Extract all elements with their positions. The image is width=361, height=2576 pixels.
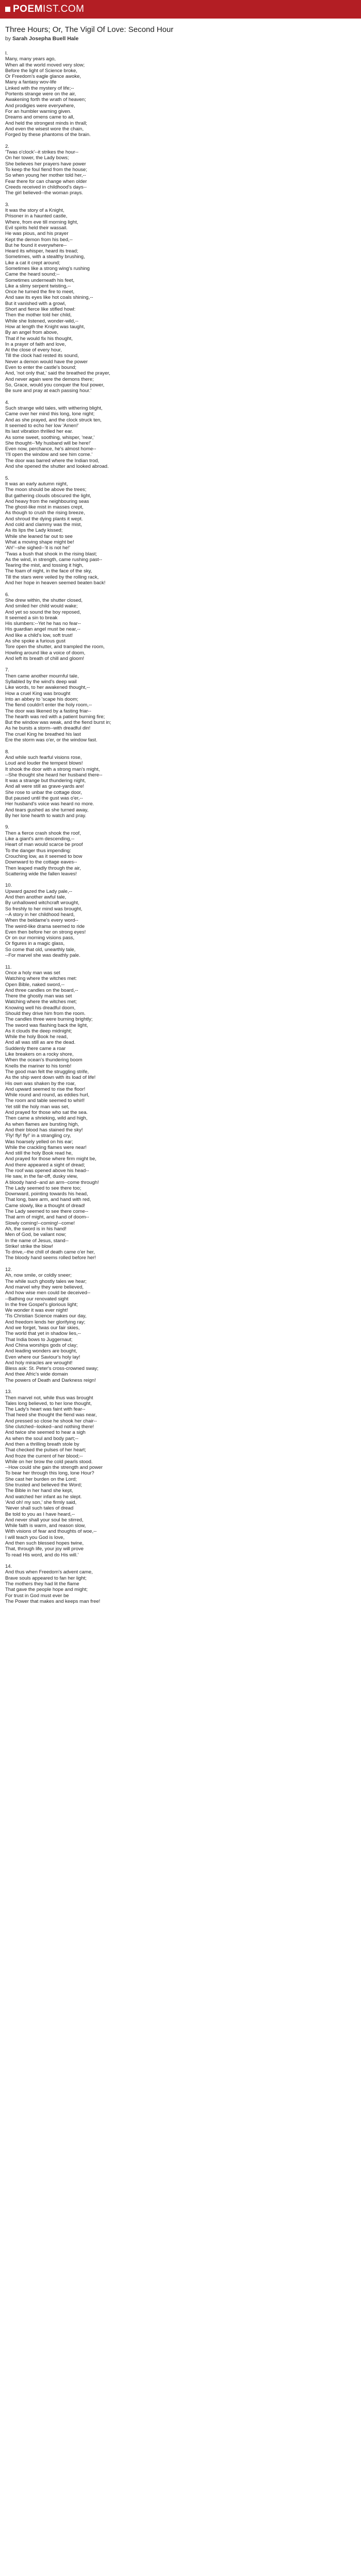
poem-line: Strike! strike the blow!: [5, 1243, 53, 1249]
poem-line: While the holy Book he read,: [5, 1034, 68, 1040]
poem-line: She thought--'My husband will be here!': [5, 440, 91, 446]
poem-line: In the name of Jesus, stand--: [5, 1238, 69, 1244]
poem-line: When the beldame's every word--: [5, 918, 78, 924]
poem-line: That India bows to Juggernaut;: [5, 1336, 73, 1343]
poem-line: Brave souls appeared to fan her light;: [5, 1575, 87, 1581]
poem-line: And she opened the shutter and looked abroad.: [5, 464, 109, 470]
poem-line: When the ocean's thundering boom: [5, 1057, 83, 1063]
stanza-number: 14.: [5, 1564, 12, 1570]
stanza: [5, 476, 356, 586]
stanza: [5, 50, 356, 138]
poem-line: To keep the foul fiend from the house;: [5, 166, 87, 173]
poem-line: And held the strongest minds in thrall;: [5, 120, 87, 126]
poem-line: While on her brow the cold pearls stood.: [5, 1459, 93, 1465]
poem-line: The weird-like drama seemed to ride: [5, 923, 85, 929]
poem-line: What a moving shape might be!: [5, 539, 74, 545]
poem-line: On her tower, the Lady bows;: [5, 155, 69, 161]
poem-line: So when young her mother told her,--: [5, 173, 86, 179]
poem-line: So, Grace, would you conquer the foul power,: [5, 382, 105, 388]
poem-line: She cast her burden on the Lord;: [5, 1476, 77, 1482]
poem-line: But the window was weak, and the fiend burst in;: [5, 720, 111, 726]
poem-line: Men of God, be valiant now;: [5, 1232, 67, 1238]
poem-line: And then such blessed hopes twine,: [5, 1540, 84, 1546]
poem-line: Even to enter the castle's bound;: [5, 365, 77, 371]
poem-line: And there appeared a sight of dread;: [5, 1162, 85, 1168]
poem-line: As its lips the Lady kissed;: [5, 528, 63, 534]
poem-line: Watching where the witches met:: [5, 976, 77, 982]
poem-line: And saw its eyes like hot coals shining,--: [5, 295, 93, 301]
poem-line: While faith is warm, and reason slow,: [5, 1523, 86, 1529]
poem-line: How at length the Knight was taught,: [5, 324, 85, 330]
poem-line: And her hope in heaven seemed beaten back!: [5, 580, 106, 586]
poem-line: Heart of man would scarce be proof: [5, 842, 83, 848]
poem-line: And all was still as are the dead.: [5, 1040, 76, 1046]
poem-line: As she spoke a furious gust: [5, 638, 65, 644]
poem-line: It seemed to echo her low 'Amen!': [5, 423, 79, 429]
poem-line: It shook the door with a strong man's might,: [5, 766, 100, 772]
byline: [5, 35, 356, 42]
poem-line: There the ghostly man was set: [5, 993, 72, 999]
poem-line: And never again were the demons there;: [5, 376, 94, 382]
poem-line: His slumbers:--Yet he has no fear--: [5, 621, 81, 627]
poem-line: Ah, the sword is in his hand!: [5, 1226, 67, 1232]
poem-line: The foam of night, in the face of the sky,: [5, 568, 92, 574]
poem-line: And then another awful tale,: [5, 894, 67, 901]
poem-line: By an angel from above,: [5, 330, 58, 336]
poem-line: And upward seemed to rise the floor!: [5, 1086, 86, 1092]
poem-body: [5, 50, 356, 1611]
poem-line: 'I'll open the window and see him come.': [5, 452, 93, 458]
poem-line: He saw, in the far-off, dusky view,: [5, 1174, 78, 1180]
poem-line: Be told to you as I have heard,--: [5, 1511, 75, 1517]
poem-line: Never a demon would have the power: [5, 359, 88, 365]
poem-line: As some sweet, soothing, whisper, 'near,': [5, 434, 95, 440]
site-logo[interactable]: [5, 4, 85, 15]
poem-line: And heavy from the neighbouring seas: [5, 498, 89, 504]
poem-line: And thus when Freedom's advent came,: [5, 1569, 93, 1575]
poem-line: We wonder it was ever night!: [5, 1308, 68, 1314]
poem-line: The while such ghostly tales we hear;: [5, 1278, 87, 1284]
poem-line: The sword was flashing back the light,: [5, 1022, 88, 1028]
poem-line: 'Twas a bush that shook in the rising blast;: [5, 551, 97, 557]
poem-line: And froze the current of her blood;--: [5, 1453, 83, 1459]
poem-line: How a cruel King was brought: [5, 690, 71, 697]
poem-line: But gathering clouds obscured the light,: [5, 493, 91, 499]
poem-line: Many a fantasy wov-life: [5, 79, 57, 86]
poem-line: And then a thrilling breath stole by: [5, 1441, 79, 1447]
poem-line: Like a slimy serpent twisting,--: [5, 283, 71, 289]
poem-line: Loud and louder the tempest blows!: [5, 760, 83, 767]
poem-line: Came over her mind this long, lone night;: [5, 411, 95, 417]
poem-line: And freedom lends her glorifying ray;: [5, 1319, 86, 1325]
poem-line: Tore open the shutter, and trampled the room,: [5, 644, 105, 650]
poem-line: And never shall your soul be stirred,: [5, 1517, 84, 1523]
poem-line: Linked with the mystery of life;--: [5, 85, 74, 91]
poem-line: It was the story of a Knight,: [5, 208, 64, 214]
poem-line: Many, many years ago,: [5, 56, 56, 62]
poem-line: And twice she seemed to hear a sigh: [5, 1430, 86, 1436]
top-bar: [0, 0, 361, 19]
poem-line: --She thought she heard her husband there--: [5, 772, 103, 778]
poem-line: Suddenly there came a roar: [5, 1045, 66, 1052]
poem-header: [5, 25, 356, 42]
poem-line: When all the world moved very slow;: [5, 62, 85, 68]
author-link[interactable]: Sarah Josepha Buell Hale: [12, 36, 79, 42]
poem-line: A bloody hand--and an arm--come through!: [5, 1179, 99, 1185]
poem-line: --A story in her childhood heard,: [5, 911, 75, 918]
poem-line: That arm of might, and hand of doom--: [5, 1214, 89, 1221]
by-label: by: [5, 36, 11, 42]
poem-line: Then marvel not, while thus was brought: [5, 1395, 93, 1401]
poem-line: As though to crush the rising breeze,: [5, 510, 85, 516]
stanza-number: 5.: [5, 475, 9, 481]
poem-line: And marvel why they were believed,: [5, 1284, 84, 1290]
poem-line: He was pious, and his prayer: [5, 231, 69, 237]
poem-line: Prisoner in a haunted castle,: [5, 213, 68, 219]
poem-line: The good man felt the struggling strife,: [5, 1069, 89, 1075]
poem-line: It was a strange but thundering night,: [5, 778, 86, 784]
poem-line: And left its breath of chill and gloom!: [5, 655, 85, 662]
poem-line: 'Fly! fly! fly!' in a strangling cry,: [5, 1133, 71, 1139]
poem-line: Crouching low, as it seemed to bow: [5, 853, 83, 859]
poem-line: Short and fierce like stifled howl:: [5, 307, 76, 313]
poem-line: Then came a shrieking, wild and high,: [5, 1115, 88, 1122]
stanza-number: 6.: [5, 591, 9, 598]
poem-line: And how wise men could be deceived--: [5, 1290, 91, 1296]
stanza-number: 9.: [5, 824, 9, 831]
poem-line: --For marvel she was deathly pale.: [5, 953, 80, 959]
poem-line: The mothers they had lit the flame: [5, 1581, 79, 1587]
poem-line: To bear her through this long, lone Hour?: [5, 1470, 94, 1477]
poem-line: The powers of Death and Darkness reign!: [5, 1377, 96, 1383]
stanza: [5, 667, 356, 743]
stanza: [5, 1564, 356, 1604]
poem-line: Or Freedom's eagle glance awoke,: [5, 74, 81, 80]
logo-suffix: IST.COM: [42, 4, 85, 14]
poem-line: 'And oh! my son,' she firmly said,: [5, 1499, 77, 1505]
stanza: [5, 964, 356, 1261]
poem-line: In the free Gospel's glorious light;: [5, 1301, 78, 1308]
poem-line: --Bathing our renovated sight: [5, 1296, 69, 1302]
poem-line: His guardian angel must be near,--: [5, 626, 80, 633]
poem-line: Or figures in a magic glass,: [5, 941, 65, 947]
stanza: [5, 749, 356, 819]
poem-line: That long, bare arm, and hand with red,: [5, 1197, 91, 1203]
poem-line: And pressed so close he shook her chair--: [5, 1418, 97, 1424]
poem-line: Then leaped madly through the air,: [5, 865, 81, 871]
poem-line: Then came another mournful tale,: [5, 673, 79, 679]
poem-line: And prayed for those where firm might be,: [5, 1156, 96, 1162]
poem-line: As when the soul and body part;--: [5, 1435, 79, 1442]
poem-line: As it clouds the deep midnight;: [5, 1028, 72, 1034]
poem-line: But he found it everywhere--: [5, 242, 67, 248]
poem-line: And thee Afric's wide domain: [5, 1371, 68, 1378]
stanza: [5, 824, 356, 877]
poem-line: Tales long believed, to her lone thought,: [5, 1400, 92, 1406]
poem-line: To the danger thus impending:: [5, 848, 71, 854]
poem-line: For an humbler warning given.: [5, 108, 72, 114]
poem-line: His own was shaken by the roar,: [5, 1080, 76, 1087]
poem-line: The candles three were burning brightly;: [5, 1016, 93, 1023]
poem-line: Bless ask: St. Peter's cross-crowned sway;: [5, 1366, 99, 1372]
poem-line: So come that old, unearthly tale,: [5, 946, 76, 953]
poem-line: She drew within, the shutter closed,: [5, 597, 83, 603]
poem-line: Till the stars were veiled by the rolling rack,: [5, 574, 99, 580]
poem-line: And shroud the dying plants it wept.: [5, 516, 83, 522]
stanza: [5, 1267, 356, 1383]
poem-line: She trusted and believed the Word;: [5, 1482, 82, 1488]
poem-line: The Bible in her hand she kept,: [5, 1488, 73, 1494]
poem-line: Heard its whisper, heard its tread;: [5, 248, 78, 255]
stanza-number: I.: [5, 50, 8, 56]
poem-line: While she leaned far out to see: [5, 533, 73, 539]
stanza: [5, 592, 356, 662]
stanza: [5, 883, 356, 958]
poem-line: --How could she gain the strength and power: [5, 1465, 103, 1471]
poem-line: But paused until the gust was o'er,--: [5, 795, 83, 801]
poem-line: And their blood has stained the sky!: [5, 1127, 83, 1133]
poem-line: Open Bible, naked sword,--: [5, 981, 65, 988]
poem-line: By unhallowed witchcraft wrought,: [5, 900, 79, 906]
poem-line: Dreams and omens came to all,: [5, 114, 75, 121]
poem-line: And all were still as grave-yards are!: [5, 784, 85, 790]
poem-line: 'Twas o'clock'--it strikes the hour--: [5, 149, 79, 156]
poem-line: To drive,--the chill of death came o'er her,: [5, 1249, 95, 1256]
poem-line: And we forget, 'twas our fair skies,: [5, 1325, 80, 1331]
poem-line: Upward gazed the Lady pale,--: [5, 888, 72, 894]
poem-line: That checked the pulses of her heart;: [5, 1447, 86, 1453]
poem-line: Awakening forth the wrath of heaven;: [5, 97, 86, 103]
poem-line: The Power that makes and keeps man free!: [5, 1598, 101, 1604]
poem-line: Fear there for can change when older: [5, 178, 87, 184]
poem-line: In a prayer of faith and love,: [5, 341, 66, 347]
poem-line: As the ship went down with its load of life!: [5, 1075, 96, 1081]
poem-line: Forged by these phantoms of the brain.: [5, 132, 91, 138]
poem-line: That gave the people hope and might;: [5, 1587, 88, 1593]
stanza-number: 7.: [5, 667, 9, 673]
poem-line: And three candles on the board,--: [5, 987, 78, 993]
stanza: [5, 400, 356, 470]
poem-line: And like a child's low, soft trust!: [5, 632, 73, 638]
poem-line: And still the holy Book read he,: [5, 1150, 73, 1157]
poem-line: Syllabled by the wind's deep wail: [5, 679, 77, 685]
poem-line: The cruel King he breathed his last: [5, 731, 81, 737]
poem-line: Such strange wild tales, with withering blight,: [5, 405, 103, 412]
stanza: [5, 144, 356, 196]
poem-line: Sometimes underneath his feet,: [5, 277, 75, 283]
poem-line: And tears gushed as she turned away,: [5, 807, 89, 813]
poem-line: Knells the mariner to his tomb!: [5, 1063, 72, 1069]
poem-line: The world that yet in shadow lies,--: [5, 1331, 81, 1337]
poem-line: Then a fierce crash shook the roof,: [5, 830, 81, 836]
poem-line: Slowly coming!--coming!--come!: [5, 1220, 75, 1226]
poem-line: The girl believed--the woman prays.: [5, 190, 84, 196]
poem-line: She clutched--looked--and nothing there!: [5, 1424, 94, 1430]
stanza-number: 12.: [5, 1267, 12, 1273]
poem-line: Came the heard sound;--: [5, 272, 60, 278]
poem-line: The hearth was red with a patient burning fire;: [5, 714, 105, 720]
poem-line: The fiend couldn't enter the holy room,--: [5, 702, 92, 708]
poem-line: Tearing the mist, and tossing it high,: [5, 563, 84, 569]
poem-line: Scattering wide the fallen leaves!: [5, 871, 77, 877]
poem-line: Before the light of Science broke,: [5, 67, 77, 74]
poem-line: Howling around like a voice of doom,: [5, 650, 86, 656]
poem-line: As the wind, in strength, came rushing past--: [5, 556, 102, 563]
poem-line: Kept the demon from his bed,--: [5, 236, 73, 243]
poem-line: That if he would fix his thought,: [5, 335, 73, 342]
poem-line: With visions of fear and thoughts of woe,--: [5, 1529, 97, 1535]
poem-line: The moon should be above the trees;: [5, 487, 87, 493]
poem-line: The Lady seemed to see there come--: [5, 1209, 89, 1215]
poem-line: By her lone hearth to watch and pray.: [5, 812, 87, 819]
poem-line: For trust in God must ever be: [5, 1592, 69, 1599]
poem-line: That, through life, your joy will prove: [5, 1546, 84, 1552]
logo-square-icon: [5, 7, 10, 12]
poem-line: Downward to the cottage eaves--: [5, 859, 77, 866]
poem-line: The Lady seemed to see there too;: [5, 1185, 81, 1191]
poem-line: And smiled her child would wake;: [5, 603, 78, 609]
poem-line: Portents strange were on the air,: [5, 91, 76, 97]
poem-line: And even the wisest wore the chain,: [5, 126, 84, 132]
stanza-number: 2.: [5, 143, 9, 149]
poem-line: The Lady's heart was faint with fear--: [5, 1406, 86, 1413]
poem-line: Her husband's voice was heard no more.: [5, 801, 94, 807]
poem-line: 'Ah!'--she sighed--'it is not he!': [5, 545, 71, 551]
poem-line: Like words, to her awakened thought,--: [5, 685, 90, 691]
poem-line: And prodigies were everywhere,: [5, 103, 75, 109]
poem-line: I will teach you God is love,: [5, 1534, 65, 1540]
poem-line: And holy miracles are wrought!: [5, 1360, 73, 1366]
stanza-number: 10.: [5, 883, 12, 889]
poem-line: The room and table seemed to whirl!: [5, 1098, 85, 1104]
poem-line: 'Never shall such tales of dread: [5, 1505, 74, 1512]
poem-line: The door was likened by a fasting friar--: [5, 708, 91, 714]
poem-line: Or on our morning visions pass,: [5, 935, 75, 941]
poem-line: Evil spirits held their wassail.: [5, 225, 68, 231]
poem-line: The bloody hand seems rolled before her!: [5, 1255, 96, 1261]
stanza: [5, 1389, 356, 1558]
poem-line: While she listened, wonder-wild,--: [5, 318, 79, 324]
poem-line: Like a giant's arm descending,--: [5, 836, 75, 842]
poem-line: Came slowly, like a thought of dread!: [5, 1202, 86, 1209]
poem-line: As he bursts a storm--with dreadful din!: [5, 725, 91, 732]
poem-line: Where, from eve till morning light,: [5, 219, 78, 225]
poem-line: It was an early autumn night,: [5, 481, 68, 487]
poem-line: And prayed for those who sat the sea.: [5, 1110, 88, 1116]
logo-text: POEM: [13, 4, 43, 14]
poem-line: Sometimes like a strong wing's rushing: [5, 265, 90, 272]
poem-line: And yet so sound the boy reposed,: [5, 609, 81, 615]
poem-line: Sometimes, with a stealthy brushing,: [5, 254, 85, 260]
poem-line: So freshly to her mind was brought,: [5, 906, 83, 912]
poem-line: Even then before her on strong eyes!: [5, 929, 86, 935]
poem-line: Should they drive him from the room.: [5, 1010, 86, 1016]
poem-line: Then the mother told her child,: [5, 312, 72, 318]
poem-line: Yet still the holy man was set,: [5, 1104, 70, 1110]
poem-line: Like breakers on a rocky shore,: [5, 1052, 74, 1058]
poem-line: And cold and clammy was the mist,: [5, 522, 82, 528]
poem-line: As when flames are bursting high,: [5, 1121, 79, 1127]
stanza-number: 3.: [5, 201, 9, 208]
poem-line: Downward, pointing towards his head,: [5, 1191, 88, 1197]
stanza-number: 11.: [5, 964, 12, 970]
poem-line: And, 'not only that,' said the breathed the prayer,: [5, 370, 110, 377]
poem-line: Creeds received in childhood's days--: [5, 184, 87, 190]
poem-line: While round and round, as eddies hurl,: [5, 1092, 90, 1098]
poem-line: While the crackling flames were near!: [5, 1144, 87, 1150]
poem-line: And China worships gods of clay;: [5, 1342, 78, 1348]
poem-line: But it vanished with a growl,: [5, 300, 66, 307]
poem-line: Was hoarsely yelled on his ear;: [5, 1139, 73, 1145]
poem-line: And while such fearful visions rose,: [5, 754, 82, 760]
poem-line: Watching where the witches met;: [5, 999, 77, 1005]
stanza-number: 4.: [5, 399, 9, 405]
poem-line: At the close of every hour,: [5, 347, 62, 353]
poem-line: Ah, now smile, or coldly sneer;: [5, 1273, 72, 1279]
poem-line: Into an abbey to 'scape his doom;: [5, 696, 78, 702]
poem-line: 'Tis Christian Science makes our day,: [5, 1313, 87, 1319]
stanza-number: 13.: [5, 1389, 12, 1395]
poem-line: The door was barred where the Indian trod,: [5, 457, 100, 464]
stanza-number: 8.: [5, 749, 9, 755]
poem-line: Till the clock had rested its sound,: [5, 353, 79, 359]
poem-line: Even now, perchance, he's almost home--: [5, 446, 96, 452]
stanza: [5, 202, 356, 394]
poem-line: The roof was opened above his head--: [5, 1168, 89, 1174]
poem-title: Three Hours; Or, The Vigil Of Love: Second Hour: [5, 25, 174, 34]
poem-line: Even where our Saviour's holy lay!: [5, 1354, 80, 1360]
poem-line: She believes her prayers have power: [5, 161, 86, 167]
poem-line: Once he turned the fire to meet,: [5, 289, 75, 295]
poem-line: Be sure and pray at each passing hour.': [5, 388, 92, 394]
poem-line: To read His word, and do His will.': [5, 1552, 79, 1558]
poem-line: Like a cat it crept around;: [5, 260, 60, 266]
poem-line: Knowing well his dreadful doom,: [5, 1005, 76, 1011]
poem-line: Once a holy man was set: [5, 970, 60, 976]
poem-line: That heed she thought the fiend was near,: [5, 1412, 97, 1418]
poem-line: She rose to unbar the cottage door,: [5, 789, 82, 795]
poem-line: The ghost-like mist in masses crept,: [5, 504, 84, 511]
poem-line: And as she prayed, and the clock struck ten,: [5, 417, 102, 423]
poem-line: And leading wonders are bought,: [5, 1348, 77, 1354]
poem-line: It seemed a sin to break: [5, 615, 58, 621]
poem-line: Ere the storm was o'er, or the window fast.: [5, 737, 97, 743]
poem-line: And watched her infant as he slept.: [5, 1494, 82, 1500]
poem-line: Its last vibration thrilled her ear.: [5, 429, 73, 435]
